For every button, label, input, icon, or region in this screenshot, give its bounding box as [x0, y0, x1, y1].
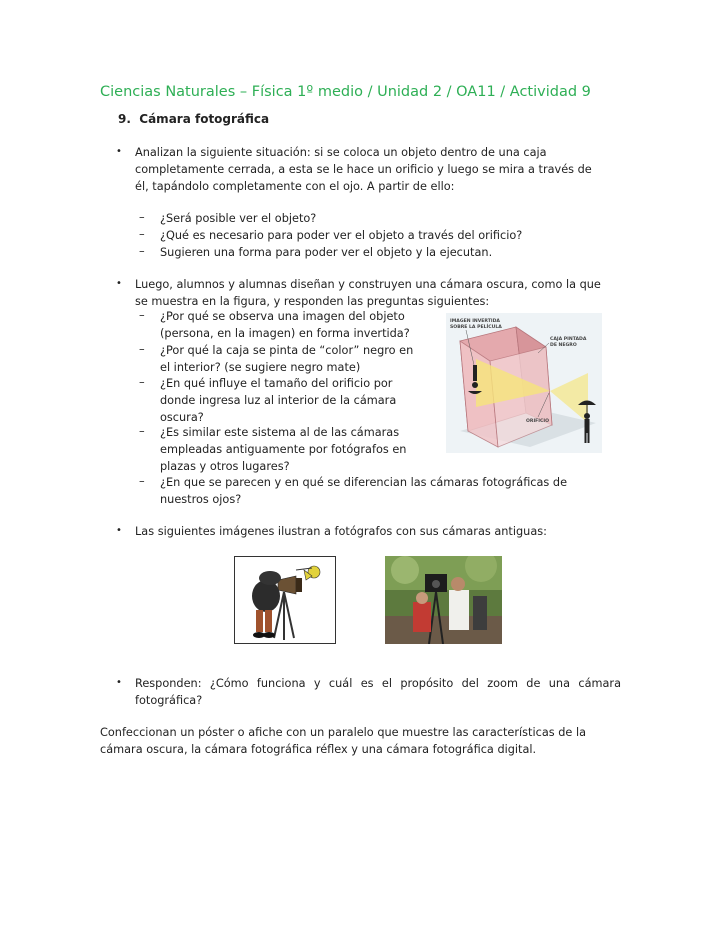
activity-number: 9. — [118, 112, 131, 126]
question-item: ¿Será posible ver el objeto? — [160, 212, 317, 225]
section2-text — [135, 276, 625, 310]
text-line: cámara oscura, la cámara fotográfica réflex y una cámara fotográfica digital. — [100, 743, 537, 756]
text-line: Luego, alumnos y alumnas diseñan y construyen una cámara oscura, como la que — [135, 278, 601, 291]
activity-title-text: Cámara fotográfica — [139, 112, 270, 126]
dash-icon: – — [139, 245, 145, 258]
dash-icon: – — [139, 309, 145, 322]
text-line: completamente cerrada, a esta se le hace un orificio y luego se mira a través de — [135, 163, 592, 176]
dash-icon: – — [139, 376, 145, 389]
dash-icon: – — [139, 425, 145, 438]
question-item: ¿Qué es necesario para poder ver el objeto a través del orificio? — [160, 229, 523, 242]
section3-text: Las siguientes imágenes ilustran a fotógrafos con sus cámaras antiguas: — [135, 525, 547, 538]
dash-icon: – — [139, 475, 145, 488]
text-line: Confeccionan un póster o afiche con un paralelo que muestre las características de la — [100, 726, 587, 739]
dash-icon: – — [139, 211, 145, 224]
figure-label-box: DE NEGRO — [550, 343, 577, 348]
text-line: se muestra en la figura, y responden las preguntas siguientes: — [135, 295, 490, 308]
photographer-cartoon-image — [234, 556, 336, 644]
question-item: ¿En que se parecen y en qué se diferencian las cámaras fotográficas de nuestros ojos? — [160, 476, 568, 506]
bullet-icon: • — [116, 525, 122, 536]
figure-label-image: SOBRE LA PELÍCULA — [450, 325, 502, 330]
bullet-icon: • — [116, 677, 122, 688]
closing-paragraph — [100, 724, 620, 758]
question-item: ¿Es similar este sistema al de las cámaras empleadas antiguamente por fotógrafos en plazas y otros lugares? — [160, 426, 407, 473]
question-item: ¿Por qué se observa una imagen del objeto (persona, en la imagen) en forma invertida? — [160, 310, 410, 340]
figure-label-image: IMAGEN INVERTIDA — [450, 319, 500, 324]
figure-label-hole: ORIFICIO — [526, 419, 549, 424]
text-line: Responden: ¿Cómo funciona y cuál es el propósito del zoom de una cámara — [135, 677, 621, 690]
camera-obscura-figure — [446, 313, 602, 453]
bullet-icon: • — [116, 146, 122, 157]
photographer-photo-image — [385, 556, 502, 644]
question-item: Sugieren una forma para poder ver el objeto y la ejecutan. — [160, 246, 493, 259]
dash-icon: – — [139, 228, 145, 241]
section1-text — [135, 144, 615, 195]
text-line: Analizan la siguiente situación: si se coloca un objeto dentro de una caja — [135, 146, 547, 159]
bullet-icon: • — [116, 278, 122, 289]
question-item: ¿En qué influye el tamaño del orificio por donde ingresa luz al interior de la cámara oscura? — [160, 377, 397, 424]
question-item: ¿Por qué la caja se pinta de “color” negro en el interior? (se sugiere negro mate) — [160, 344, 414, 374]
activity-title — [118, 112, 269, 126]
text-line: él, tapándolo completamente con el ojo. A partir de ello: — [135, 180, 455, 193]
figure-label-box: CAJA PINTADA — [550, 337, 587, 342]
page-header: Ciencias Naturales – Física 1º medio / Unidad 2 / OA11 / Actividad 9 — [100, 84, 591, 100]
section4-text — [135, 675, 621, 709]
text-line: fotográfica? — [135, 694, 203, 707]
dash-icon: – — [139, 343, 145, 356]
